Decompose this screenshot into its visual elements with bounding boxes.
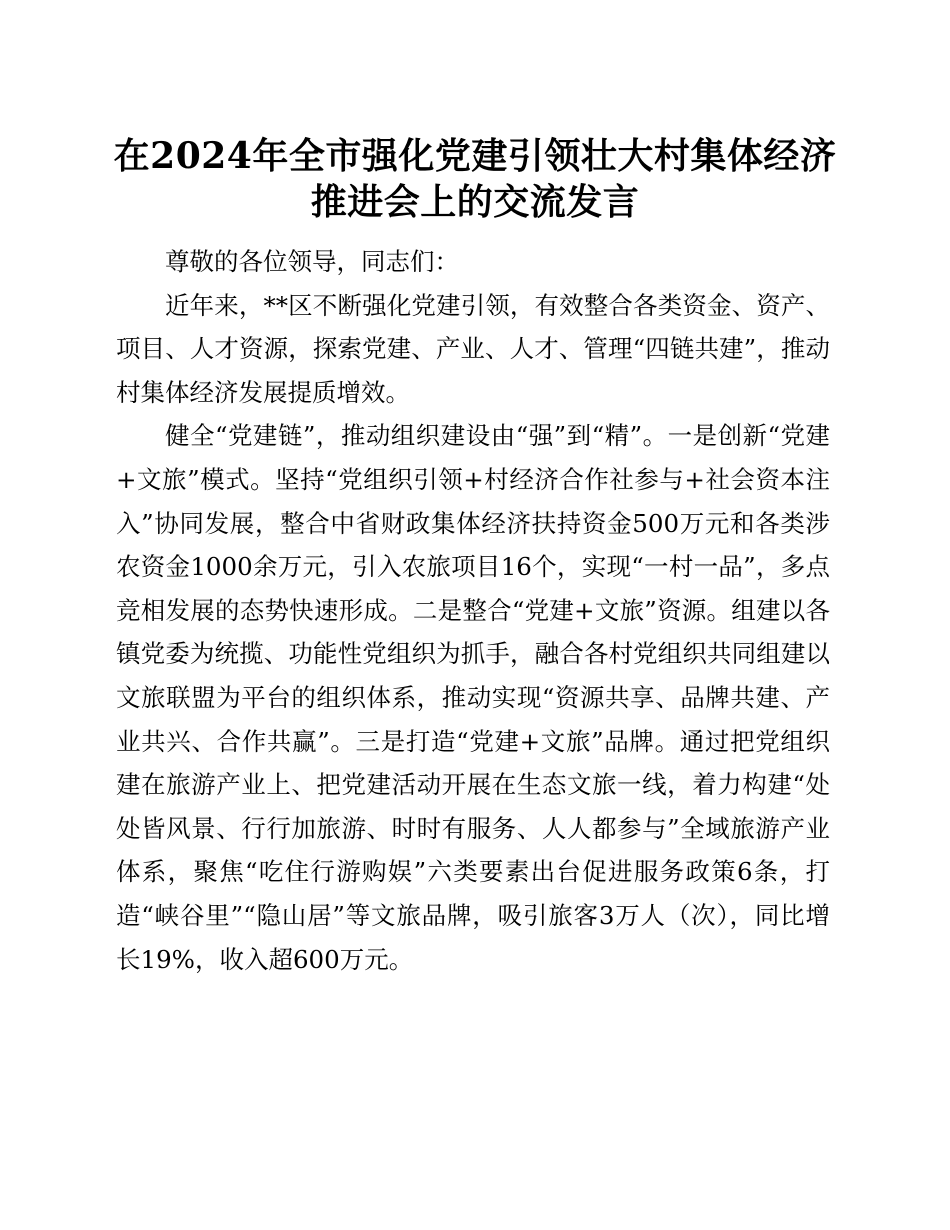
intro-paragraph: 近年来，**区不断强化党建引领，有效整合各类资金、资产、项目、人才资源，探索党建、产业、人才、管理“四链共建”，推动村集体经济发展提质增效。 bbox=[116, 290, 830, 407]
party-chain-paragraph: 健全“党建链”，推动组织建设由“强”到“精”。一是创新“党建+文旅”模式。坚持“党组织引领+村经济合作社参与+社会资本注入”协同发展，整合中省财政集体经济扶持资金500万元和各类涉农资金1000余万元，引入农旅项目16个，实现“一村一品”，多点竞相发展的态势快速形成。二是整合“党建+文旅”资源。组建以各镇党委为统揽、功能性党组织为抓手，融合各村党组织共同组建以文旅联盟为平台的组织体系，推动实现“资源共享、品牌共建、产业共兴、合作共赢”。三是打造“党建+文旅”品牌。通过把党组织建在旅游产业上、把党建活动开展在生态文旅一线，着力构建“处处皆风景、行行加旅游、时时有服务、人人都参与”全域旅游产业体系，聚焦“吃住行游购娱”六类要素出台促进服务政策6条，打造“峡谷里”“隐山居”等文旅品牌，吸引旅客3万人（次），同比增长19%，收入超600万元。 bbox=[116, 421, 830, 974]
salutation-paragraph: 尊敬的各位领导，同志们： bbox=[165, 247, 459, 276]
document-title: 在2024年全市强化党建引领壮大村集体经济推进会上的交流发言 bbox=[113, 135, 837, 223]
document-body bbox=[116, 240, 830, 981]
